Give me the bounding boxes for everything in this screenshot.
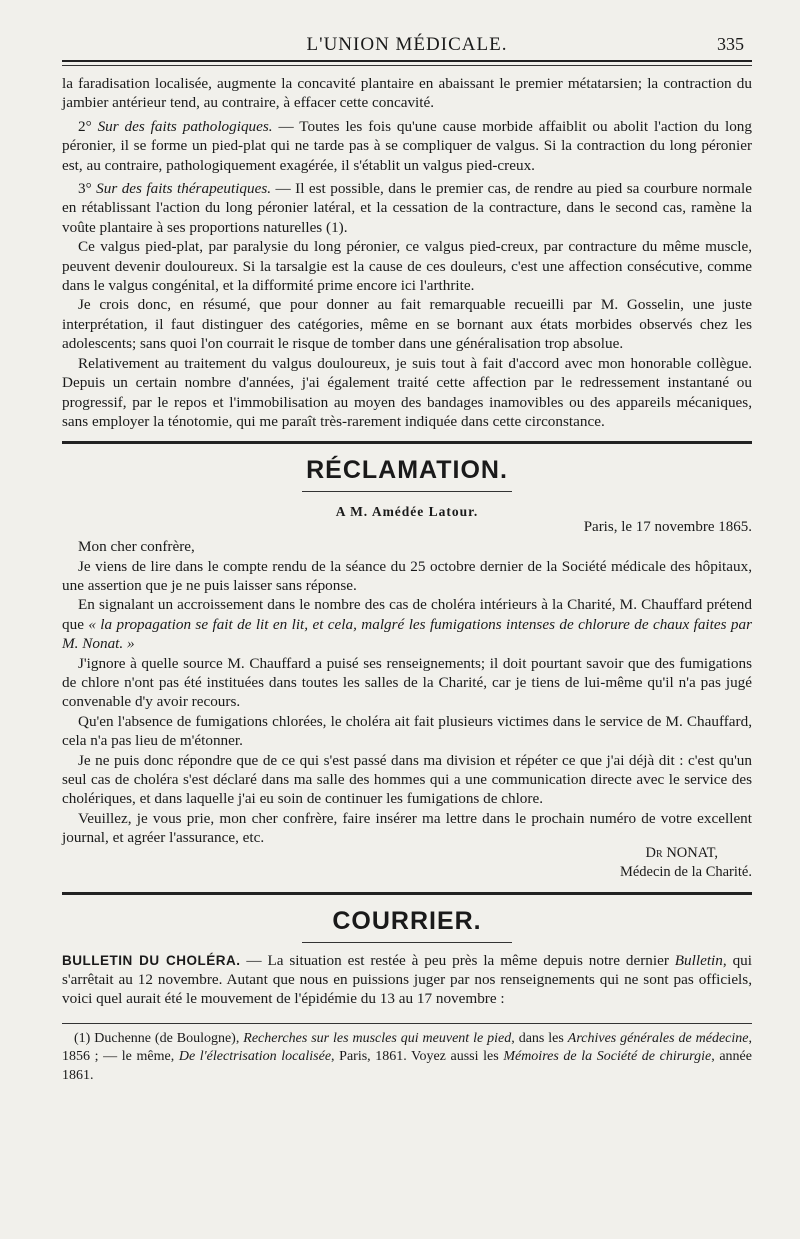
footnote-fragment: , année 1861. (62, 1049, 752, 1083)
footnote-text (62, 1030, 752, 1086)
bulletin-label: BULLETIN DU CHOLÉRA. (62, 952, 241, 968)
signature-title: Médecin de la Charité. (619, 863, 752, 880)
paragraph-text: — La situation est restée à peu près la même depuis notre dernier (240, 951, 675, 969)
page-number: 335 (717, 34, 744, 54)
paragraph-text: En signalant un accroissement dans le nombre des cas de choléra intérieurs à la Charité, M. Chauffard prétend que (62, 596, 752, 633)
footnote-rule (62, 1023, 752, 1024)
article-body (62, 74, 752, 431)
section-divider (62, 441, 752, 444)
paragraph: Qu'en l'absence de fumigations chlorées, le choléra ait fait plusieurs victimes dans le service de M. Chauffard, cela n'a pas lieu de m'étonner. (62, 712, 752, 750)
citation-title: Mémoires de la Société de chirurgie (503, 1049, 712, 1065)
quotation: « la propagation se fait de lit en lit, et cela, malgré les fumigations intenses de chlorure de chaux faites par M. Nonat. » (62, 615, 752, 653)
title-underline (302, 491, 512, 492)
courrier-title: COURRIER. (332, 906, 482, 935)
courrier-body (62, 951, 752, 1009)
paragraph (62, 595, 752, 653)
footnote (62, 1030, 752, 1086)
footnote-ref: (1) Duchenne (de Boulogne), (74, 1030, 244, 1046)
section-divider (62, 892, 752, 895)
paragraph: Ce valgus pied-plat, par paralysie du long péronier, ce valgus pied-creux, par contracture du même muscle, peuvent devenir douloureux. Si la tarsalgie est la cause de ces douleurs, c'est une affection consécutive, comme dans le valgus congénital, et la difformité prime encore ici l'arthrite. (62, 238, 752, 295)
paragraph: Je crois donc, en résumé, que pour donner au fait remarquable recueilli par M. Gosselin, une juste interprétation, il faut distinguer des catégories, même en se bornant aux états morbides observés chez les adolescents; sans quoi l'on courrait le risque de tomber dans une généralisation trop absolue. (62, 296, 752, 353)
paragraph: la faradisation localisée, augmente la concavité plantaire en abaissant le premier métatarsien; la contraction du jambier antérieur tend, au contraire, à effacer cette concavité. (62, 75, 752, 112)
paragraph-heading: Sur des faits thérapeutiques. (96, 180, 272, 198)
letter-salutation: Mon cher confrère, (78, 538, 195, 556)
paragraph-number: 3° (78, 180, 92, 198)
citation-title: Archives générales de médecine (567, 1030, 749, 1046)
paragraph (62, 951, 752, 1009)
paragraph (62, 117, 752, 175)
paragraph: Veuillez, je vous prie, mon cher confrère, faire insérer ma lettre dans le prochain numéro de votre excellent journal, et agréer l'assurance, etc. (62, 809, 752, 847)
title-underline (302, 942, 512, 943)
paragraph-text: — Il est possible, dans le premier cas, de rendre au pied sa courbure normale en rétablissant l'action du long péronier latéral, et la cessation de la contracture, dans le second cas, ramène la voûte plantaire à ses proportions naturelles (1). (62, 180, 752, 236)
bulletin-italic: Bulletin (674, 951, 723, 969)
citation-title: De l'électrisation localisée (178, 1049, 332, 1065)
letter-dateline: Paris, le 17 novembre 1865. (583, 518, 752, 535)
header-rule (62, 65, 752, 66)
paragraph: Relativement au traitement du valgus douloureux, je suis tout à fait d'accord avec mon honorable collègue. Depuis un certain nombre d'années, j'ai également traité cette affection par le redressement instantané ou progressif, par le repos et l'immobilisation au moyen des bandages inamovibles ou des appareils mécaniques, sans employer la ténotomie, qui me paraît très-rarement indiquée dans cette circonstance. (62, 354, 752, 430)
footnote-fragment: , dans les (511, 1030, 568, 1046)
paragraph-text: , qui s'arrêtait au 12 novembre. Autant que nous en puissions juger par nos renseignements qui ne sont pas officiels, voici quel aurait été le mouvement de l'épidémie du 13 au 17 novembre : (62, 951, 752, 1008)
reclamation-letter (62, 502, 752, 881)
letter-addressee: A M. Amédée Latour. (335, 504, 479, 520)
paragraph: J'ignore à quelle source M. Chauffard a puisé ses renseignements; il doit pourtant savoir que des fumigations de chlore n'ont pas été instituées dans toutes les salles de la Charité, car je tiens de lui-même qu'il n'a pas jugé convenable d'y avoir recours. (62, 654, 752, 711)
footnote-fragment: , 1856 ; — le même, (62, 1030, 752, 1065)
paragraph-heading: Sur des faits pathologiques. (97, 117, 273, 135)
letter-signature (62, 844, 752, 882)
running-title: L'UNION MÉDICALE. (306, 34, 508, 55)
footnote-fragment: , Paris, 1861. Voyez aussi les (331, 1049, 504, 1065)
paragraph: Je viens de lire dans le compte rendu de la séance du 25 octobre dernier de la Société médicale des hôpitaux, une assertion que je ne puis laisser sans réponse. (62, 557, 752, 594)
paragraph-number: 2° (78, 117, 92, 135)
paragraph (62, 179, 752, 237)
reclamation-title: RÉCLAMATION. (306, 456, 508, 485)
paragraph-text: — Toutes les fois qu'une cause morbide affaiblit ou abolit l'action du long péronier, il se forme un pied-plat qui ne tarde pas à se compliquer de valgus. Si la contraction du long péronier est, au contraire, pathologiquement exagérée, il s'établit un valgus pied-creux. (62, 117, 752, 174)
paragraph: Je ne puis donc répondre que de ce qui s'est passé dans ma division et répéter ce que j'ai déjà dit : c'est qu'un seul cas de choléra s'est déclaré dans ma salle des hommes qui a une communication directe avec le service des cholériques, et dans laquelle j'ai eu soin de continuer les fumigations de chlore. (62, 751, 752, 808)
signature-name: Dr NONAT, (645, 844, 718, 861)
citation-title: Recherches sur les muscles qui meuvent le pied (243, 1030, 512, 1046)
page-header (62, 30, 752, 62)
